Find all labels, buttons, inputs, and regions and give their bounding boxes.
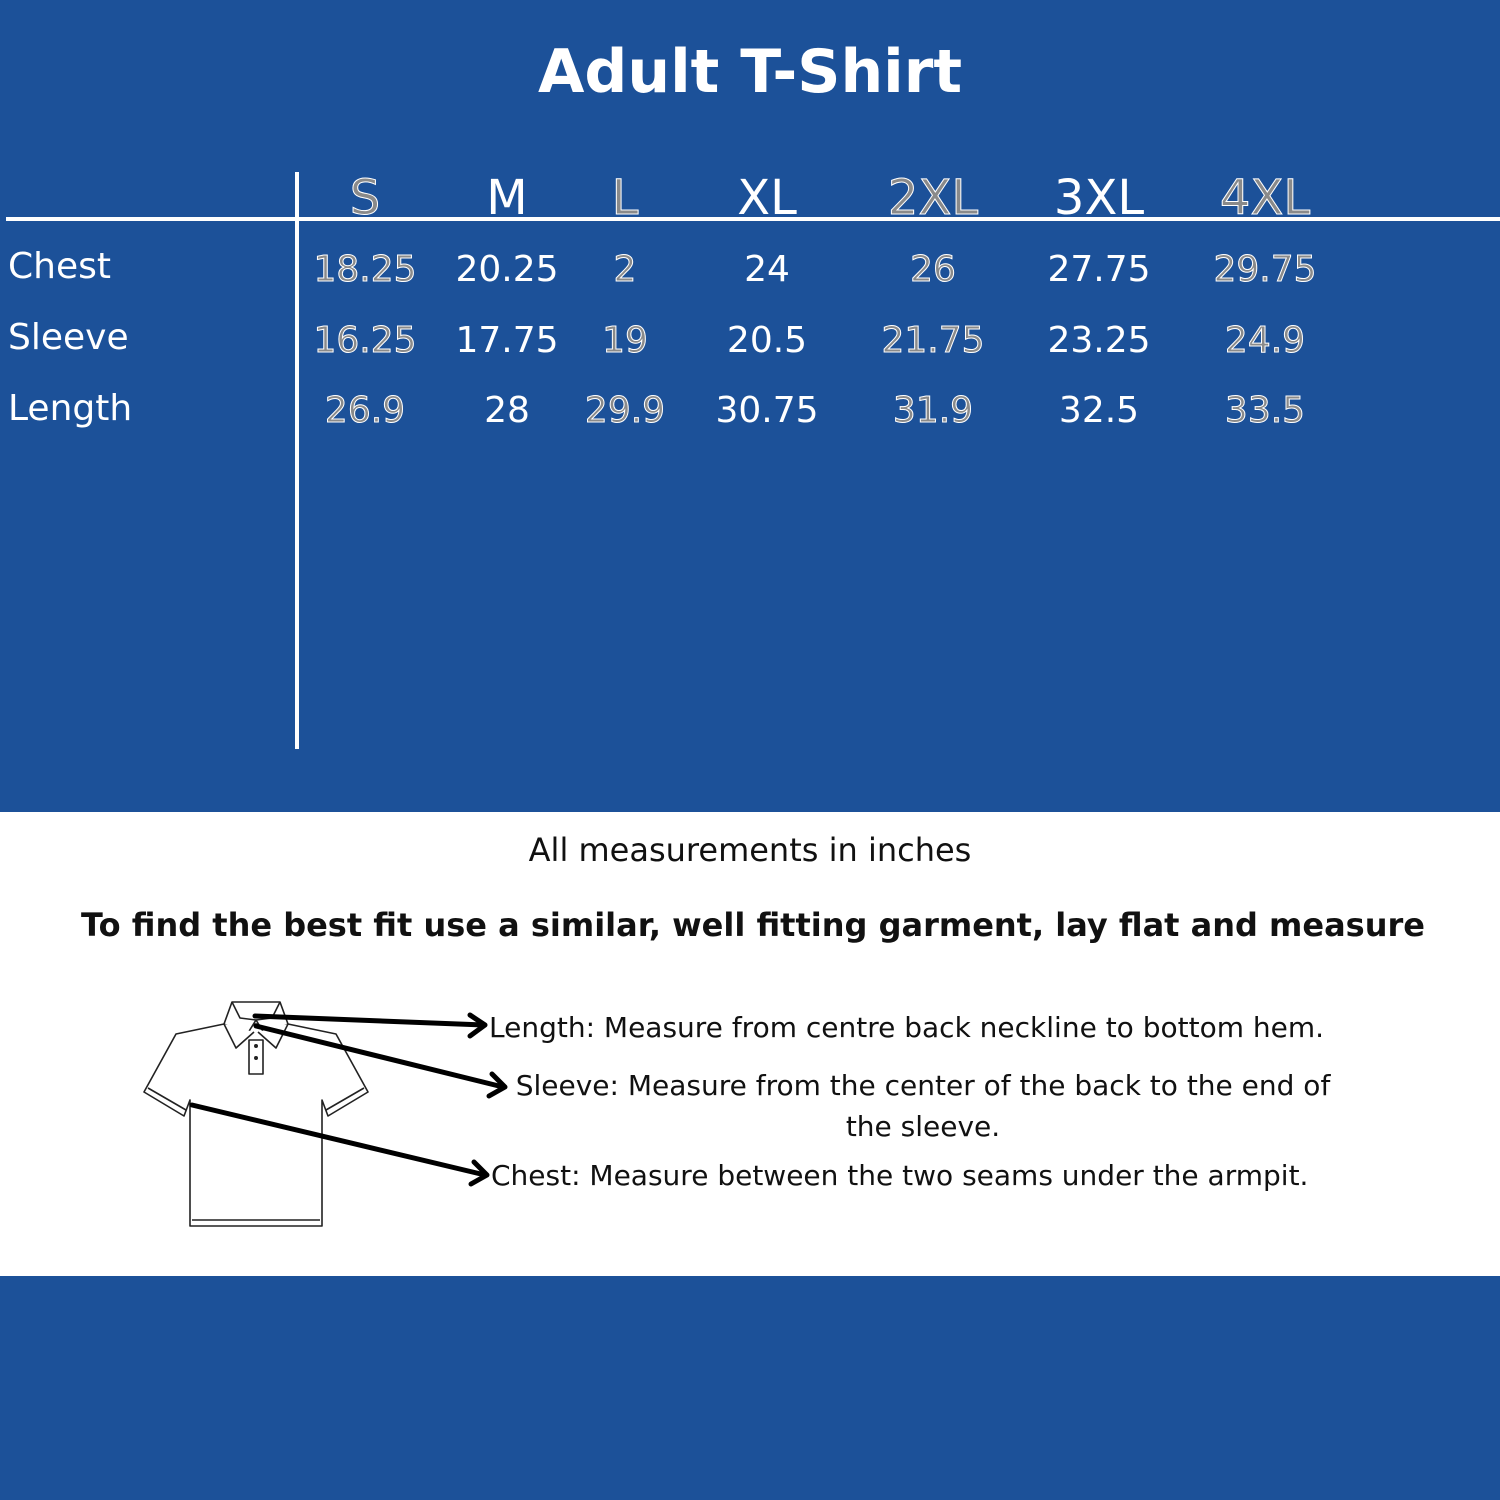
sleeve-instruction: Sleeve: Measure from the center of the back to the end of the sleeve. [515, 1069, 1331, 1143]
fit-tip: To find the best fit use a similar, well fitting garment, lay flat and measure [81, 906, 1425, 944]
table-cell: 32.5 [1058, 390, 1140, 431]
table-cell: 24.9 [1224, 320, 1306, 361]
size-header-2xl: 2XL [887, 170, 979, 226]
table-cell: 28 [484, 390, 530, 431]
table-cell: 26.9 [324, 390, 406, 431]
chest-instruction: Chest: Measure between the two seams under the armpit. [491, 1159, 1309, 1192]
units-note: All measurements in inches [528, 831, 972, 869]
size-header-3xl: 3XL [1053, 170, 1145, 226]
table-cell: 27.75 [1047, 249, 1151, 290]
table-cell: 20.5 [726, 320, 808, 361]
length-instruction: Length: Measure from centre back neckline to bottom hem. [489, 1011, 1325, 1044]
table-cell: 29.75 [1213, 249, 1317, 290]
row-label-length: Length [8, 388, 133, 429]
page-title: Adult T-Shirt [537, 37, 962, 107]
row-label-sleeve: Sleeve [8, 317, 129, 358]
table-cell: 19 [602, 320, 648, 361]
size-header-l: L [611, 170, 639, 226]
table-cell: 16.25 [313, 320, 417, 361]
row-label-chest: Chest [8, 246, 111, 287]
size-header-m: M [486, 170, 528, 226]
table-cell: 30.75 [715, 390, 819, 431]
footer-band [0, 1276, 1500, 1500]
table-cell: 29.9 [584, 390, 666, 431]
table-cell: 18.25 [313, 249, 417, 290]
table-cell: 20.25 [455, 249, 559, 290]
table-cell: 31.9 [892, 390, 974, 431]
table-cell: 26 [910, 249, 956, 290]
table-cell: 24 [744, 249, 790, 290]
table-cell: 23.25 [1047, 320, 1151, 361]
size-header-xl: XL [737, 170, 797, 226]
table-cell: 21.75 [881, 320, 985, 361]
size-header-4xl: 4XL [1219, 170, 1311, 226]
table-cell: 2 [613, 249, 637, 290]
table-cell: 17.75 [455, 320, 559, 361]
size-header-s: S [349, 170, 381, 226]
table-cell: 33.5 [1224, 390, 1306, 431]
